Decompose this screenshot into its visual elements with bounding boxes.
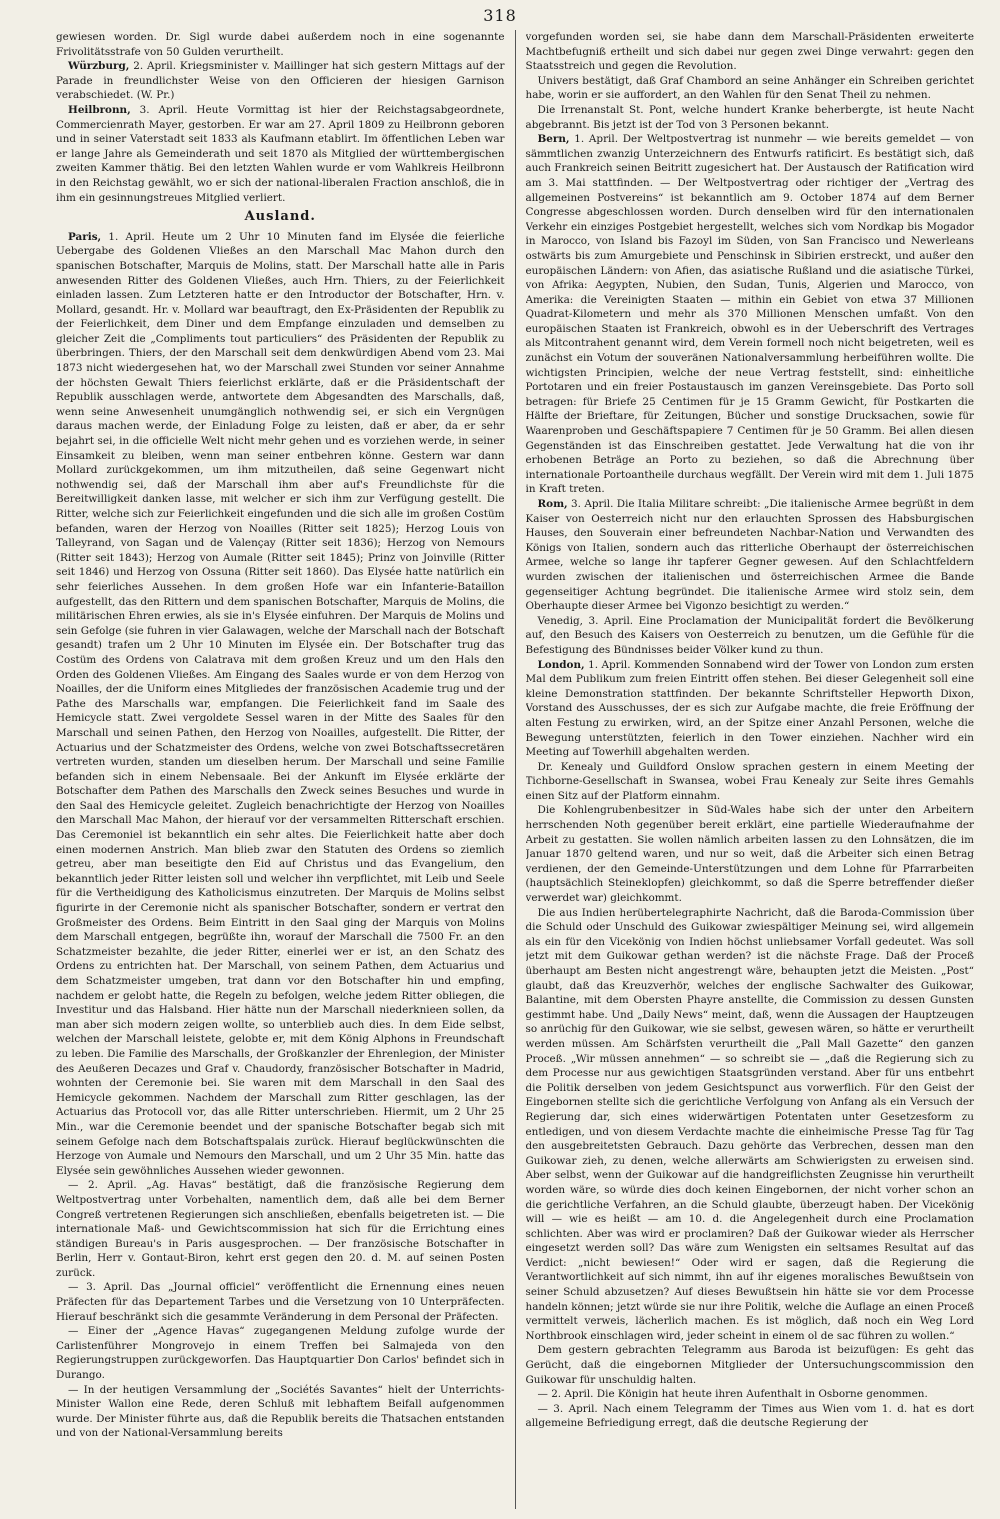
article-paragraph [526, 760, 975, 804]
article-text: 3. April. Die Italia Militare schreibt: „Die italienische Armee begrüßt in dem Kaiser von Oesterreich nicht nur den erlauchten Sprossen des Habsburgischen Hauses, den Souverain einer befreundeten Nachbar-Nation und Verwandten des Königs von Italien, sondern auch das ritterliche Oberhaupt der österreichischen Armee, welche so lange ihr tapferer Gegner gewesen. Auf den Schlachtfeldern wurden zwischen der italienischen und österreichischen Armee die Bande gegenseitiger Achtung begründet. Die italienische Armee wird stolz sein, dem Oberhaupte dieser Armee bei Vigonzo besichtigt zu werden.“ [525, 498, 974, 613]
article-paragraph [526, 906, 975, 1344]
article-paragraph [56, 1178, 505, 1280]
article-text: Die Kohlengrubenbesitzer in Süd-Wales habe sich der unter den Arbeitern herrschenden Noth gegenüber bereit erklärt, eine partielle Wiederaufnahme der Arbeit zu gestatten. Sie wollen nämlich arbeiten lassen zu den Lohnsätzen, die im Januar 1870 geltend waren, und nur so weit, daß die Arbeiter sich einen Betrag verdienen, der den Gemeinde-Unterstützungen und dem Lohne für Pfarrarbeiten (hauptsächlich Steineklopfen) gleichkommt, so daß die Sperre betreffender dießer verwerdet war) gleichkommt. [525, 804, 974, 905]
article-text: gewiesen worden. Dr. Sigl wurde dabei außerdem noch in eine sogenannte Frivolitätsstrafe von 50 Gulden verurtheilt. [56, 31, 505, 58]
article-text: 1. April. Kommenden Sonnabend wird der Tower von London zum ersten Mal dem Publikum zum freien Eintritt offen stehen. Bei dieser Gelegenheit soll eine kleine Demonstration stattfinden. Der bekannte Schriftsteller Hepworth Dixon, Vorstand des Ausschusses, der es sich zur Aufgabe machte, die freie Eröffnung der alten Festung zu erwirken, wird, an der Spitze einer Anzahl Personen, welche die Bewegung unterstützten, feierlich in den Tower einziehen. Nachher wird ein Meeting auf Towerhill abgehalten werden. [525, 658, 974, 759]
article-paragraph [56, 30, 505, 59]
article-text: Die Irrenanstalt St. Pont, welche hundert Kranke beherbergte, ist heute Nacht abgebrannt. Bis jetzt ist der Tod von 3 Personen bekannt. [525, 103, 974, 131]
article-text: — 2. April. „Ag. Havas“ bestätigt, daß die französische Regierung dem Weltpostvertrag unter Vorbehalten, namentlich dem, daß alle bei dem Berner Congreß vertretenen Regierungen sich anschließen, ebenfalls beigetreten ist. — Die internationale Maß- und Gewichtscommission hat sich für die Errichtung eines ständigen Bureau's in Paris ausgesprochen. — Der französische Botschafter in Berlin, Herr v. Gontaut-Biron, kehrt erst gegen den 20. d. M. auf seinen Posten zurück. [56, 1179, 505, 1279]
dateline-place: Heilbronn, [68, 103, 131, 116]
dateline-place: London, [537, 658, 585, 671]
article-paragraph [526, 74, 975, 103]
article-text: Dem gestern gebrachten Telegramm aus Baroda ist beizufügen: Es geht das Gerücht, daß die eingebornen Mitglieder der Untersuchungscommission den Guikowar für unschuldig halten. [525, 1344, 974, 1386]
right-column [526, 30, 975, 1509]
article-paragraph [526, 1343, 975, 1387]
article-text: Dr. Kenealy und Guildford Onslow sprachen gestern in einem Meeting der Tichborne-Gesellschaft in Swansea, wobei Frau Kenealy zur Seite ihres Gemahls einen Sitz auf der Platform einnahm. [525, 760, 974, 802]
article-text: Die aus Indien herübertelegraphirte Nachricht, daß die Baroda-Commission über die Schuld oder Unschuld des Guikowar zwiespältiger Meinung sei, wird allgemein als ein für den Vicekönig von Indien höchst unliebsamer Vorfall gedeutet. Was soll jetzt mit dem Guikowar gethan werden? ist die nächste Frage. Daß der Proceß überhaupt am Besten nicht angestrengt wäre, behaupten jetzt die Meisten. „Post“ glaubt, daß das Kreuzverhör, welches der englische Sachwalter des Guikowar, Balantine, mit dem Obersten Phayre anstellte, die Commission zu dessen Gunsten gestimmt habe. Und „Daily News“ meint, daß, wenn die Aussagen der Hauptzeugen so anrüchig für den Guikowar, wie sie selbst, gewesen wären, so hätte er verurtheilt werden müssen. Am Schärfsten verurtheilt die „Pall Mall Gazette“ den ganzen Proceß. „Wir müssen annehmen“ — so schreibt sie — „daß die Regierung sich zu dem Processe nur aus gewichtigen Staatsgründen verstand. Aber für uns entbehrt die Politik derselben von jedem Gesichtspunct aus vorwerflich. Für den Geist der Eingebornen stellte sich die gerichtliche Verfolgung von Anfang als ein Versuch der Regierung dar, sich eines widerwärtigen Potentaten unter Gesetzesform zu entledigen, und von diesem Verdachte machte die einheimische Presse Tag für Tag den ausgebreitetsten Gebrauch. Dazu gehörte das Verbrechen, dessen man den Guikowar zieh, zu denen, welche allerwärts am Schwierigsten zu erweisen sind. Aber selbst, wenn der Guikowar auf die handgreiflichsten Zeugnisse hin verurtheilt worden wäre, so würde dies doch keinen Eingebornen, der nicht vorher schon an die gerichtliche Verfahren, an die Schuld glaubte, überzeugt haben. Der Vicekönig will — wie es heißt — am 10. d. die Angelegenheit durch eine Proclamation schlichten. Aber was wird er proclamiren? Daß der Guikowar wieder als Herrscher eingesetzt werden soll? Das wäre zum Wenigsten ein seltsames Resultat auf das Verdict: „nicht bewiesen!“ Oder wird er sagen, daß die Regierung die Verantwortlichkeit auf sich nimmt, ihn auf ihr eigenes moralisches Bewußtsein von seiner Schuld abzusetzen? Auf dieses Bewußtsein hin hätte sie vor dem Processe handeln können; jetzt würde sie nur ihre Politik, welche die Auflage an einen Proceß vermittelt verweis, lächerlich machen. Es ist möglich, daß noch ein Weg Lord Northbrook einschlagen wird, jeder scheint in einem ol de sac führen zu wollen.“ [525, 906, 974, 1342]
section-heading: Ausland. [244, 209, 316, 225]
article-paragraph [526, 803, 975, 905]
article-text: — 2. April. Die Königin hat heute ihren Aufenthalt in Osborne genommen. [537, 1388, 928, 1401]
dateline-place: Paris, [68, 230, 102, 243]
article-text: — Einer der „Agence Havas“ zugegangenen Meldung zufolge wurde der Carlistenführer Mongrovejo in einem Treffen bei Salmajeda von den Regierungstruppen zurückgeworfen. Das Hauptquartier Don Carlos' befindet sich in Durango. [56, 1325, 505, 1382]
article-paragraph [526, 1387, 975, 1402]
page-number: 318 [483, 6, 517, 25]
article-text: 1. April. Heute um 2 Uhr 10 Minuten fand im Elysée die feierliche Uebergabe des Goldenen Vließes an den Marschall Mac Mahon durch den spanischen Botschafter, Marquis de Molins, statt. Der Marschall hatte alle in Paris anwesenden Ritter des Goldenen Vließes, auch Hrn. Thiers, zu der Feierlichkeit einladen lassen. Zum Letzteren hatte er den Introductor der Botschafter, Hrn. v. Mollard, gesandt. Hr. v. Mollard war beauftragt, den Ex-Präsidenten der Republik zu der Feierlichkeit, dem Diner und dem Empfange einzuladen und demselben zu gleicher Zeit die „Compliments tout particuliers“ des Präsidenten der Republik zu überbringen. Thiers, der den Marschall seit dem denkwürdigen Abend vom 23. Mai 1873 nicht wiedergesehen hat, wo der Marschall zwei Stunden vor seiner Annahme der höchsten Gewalt Thiers feierlichst erklärte, daß er die Präsidentschaft der Republik ausschlagen werde, antwortete dem Abgesandten des Marschalls, daß, wenn seine Anwesenheit unumgänglich nothwendig sei, er sich ein Vergnügen daraus machen werde, der Einladung Folge zu leisten, daß er aber, da er sehr bejahrt sei, in die officielle Welt nicht mehr gehen und es vorziehen werde, in seiner Einsamkeit zu bleiben, wenn man seiner entbehren könne. Gestern war dann Mollard zurückgekommen, um ihm mitzutheilen, daß seine Gegenwart nicht nothwendig sei, daß der Marschall ihm aber auf's Freundlichste für die Bereitwilligkeit danken lasse, mit welcher er sich ihm zur Verfügung gestellt. Die Ritter, welche sich zur Feierlichkeit eingefunden und die sich alle im großen Costüm befanden, waren der Herzog von Noailles (Ritter seit 1825); Herzog Louis von Talleyrand, von Sagan und de Valençay (Ritter seit 1836); Herzog von Nemours (Ritter seit 1843); Herzog von Aumale (Ritter seit 1845); Prinz von Joinville (Ritter seit 1846) und Herzog von Ossuna (Ritter seit 1860). Das Elysée hatte natürlich ein sehr feierliches Aussehen. In dem großen Hofe war ein Infanterie-Bataillon aufgestellt, das den Rittern und dem spanischen Botschafter, Marquis de Molins, die militärischen Ehren erwies, als sie in's Elysée einfuhren. Der Marquis de Molins und sein Gefolge (sie fuhren in vier Galawagen, welche der Marschall nach der Botschaft gesandt) trafen um 2 Uhr 10 Minuten im Elysée ein. Der Botschafter trug das Costüm des Ordens von Calatrava mit dem großen Kreuz und um den Hals den Orden des Goldenen Vließes. Am Eingang des Saales wurde er von dem Herzog von Noailles, der die Uniform eines Mitgliedes der französischen Academie trug und der Pathe des Marschalls war, empfangen. Die Feierlichkeit fand im Saale des Hemicycle statt. Zwei vergoldete Sessel waren in der Mitte des Saales für den Marschall und seinen Pathen, den Herzog von Noailles, aufgestellt. Die Ritter, der Actuarius und der Schatzmeister des Ordens, welche von zwei Botschaftssecretären vertreten wurden, standen um dieselben herum. Der Marschall und seine Familie befanden sich in einem Nebensaale. Bei der Ankunft im Elysée erklärte der Botschafter dem Pathen des Marschalls den Zweck seines Besuches und wurde in den Saal des Hemicycle geleitet. Zugleich benachrichtigte der Herzog von Noailles den Marschall Mac Mahon, der hierauf vor der versammelten Ritterschaft erschien. Das Ceremoniel ist bekanntlich ein sehr altes. Die Feierlichkeit hatte aber doch einen modernen Anstrich. Man blieb zwar den Statuten des Ordens so ziemlich getreu, aber man beseitigte den Eid auf Christus und das Evangelium, den bekanntlich jeder Ritter leisten soll und welcher ihn verpflichtet, mit Leib und Seele für die Vertheidigung des Katholicismus einzutreten. Der Marquis de Molins selbst figurirte in der Ceremonie nicht als spanischer Botschafter, sondern er vertrat den Großmeister des Ordens. Beim Eintritt in den Saal ging der Marquis von Molins dem Marschall entgegen, begrüßte ihn, worauf der Marschall die 7500 Fr. an den Schatzmeister bezahlte, die jeder Ritter, einerlei wer er ist, an den Schatz des Ordens zu entrichten hat. Der Marschall, von seinem Pathen, dem Actuarius und dem Schatzmeister umgeben, trat dann vor den Botschafter hin und empfing, nachdem er gelobt hatte, die Regeln zu befolgen, welche jedem Ritter obliegen, die Investitur und das Halsband. Hier hätte nun der Marschall niederknieen sollen, da man aber sich modern zeigen wollte, so unterblieb auch dies. In dem Eide selbst, welchen der Marschall leistete, gelobte er, mit dem König Alphons in Freundschaft zu leben. Die Familie des Marschalls, der Großkanzler der Ehrenlegion, der Minister des Aeußeren Decazes und Graf v. Chaudordy, französischer Botschafter in Madrid, wohnten der Ceremonie bei. Sie waren mit dem Marschall in den Saal des Hemicycle gekommen. Nachdem der Marschall zum Ritter geschlagen, las der Actuarius das Protocoll vor, das alle Ritter unterschrieben. Hiermit, um 2 Uhr 25 Min., war die Ceremonie beendet und der spanische Botschafter begab sich mit seinem Gefolge nach dem Botschaftspalais zurück. Hierauf beglückwünschten die Herzoge von Aumale und Nemours den Marschall, und um 2 Uhr 35 Min. hatte das Elysée sein gewöhnliches Aussehen wieder gewonnen. [56, 230, 505, 1177]
article-paragraph [526, 614, 975, 658]
columns [56, 30, 974, 1509]
dateline-place: Würzburg, [68, 60, 130, 73]
article-text: — 3. April. Das „Journal officiel“ veröffentlicht die Ernennung eines neuen Präfecten für das Departement Tarbes und die Versetzung von 10 Unterpräfecten. Hierauf beschränkt sich die gesammte Veränderung in dem Personal der Präfecten. [56, 1281, 505, 1323]
article-text: — 3. April. Nach einem Telegramm der Times aus Wien vom 1. d. hat es dort allgemeine Befriedigung erregt, daß die deutsche Regierung der [525, 1402, 974, 1430]
article-text: Venedig, 3. April. Eine Proclamation der Municipalität fordert die Bevölkerung auf, den Besuch des Kaisers von Oesterreich zu benutzen, um die Gefühle für die Befestigung des Bündnisses beider Völker kund zu thun. [525, 614, 974, 656]
article-text: vorgefunden worden sei, sie habe dann dem Marschall-Präsidenten erweiterte Machtbefugniß ertheilt und sich dabei nur gegen zwei Dinge verwahrt: gegen den Staatsstreich und gegen die Revolution. [525, 31, 974, 73]
article-paragraph [526, 497, 975, 614]
article-paragraph [526, 658, 975, 760]
column-divider [515, 30, 516, 1509]
article-paragraph [56, 1383, 505, 1441]
article-paragraph [526, 1402, 975, 1431]
article-text: 3. April. Heute Vormittag ist hier der Reichstagsabgeordnete, Commercienrath Mayer, gestorben. Er war am 27. April 1809 zu Heilbronn geboren und in seiner Vaterstadt seit 1833 als Kaufmann etablirt. Im öffentlichen Leben war er lange Jahre als Gemeinderath und seit 1870 als Mitglied der württembergischen zweiten Kammer thätig. Bei den letzten Wahlen wurde er vom Wahlkreis Heilbronn in den Reichstag gewählt, wo er sich der national-liberalen Fraction anschloß, die in ihm ein gesinnungstreues Mitglied verliert. [56, 103, 505, 204]
dateline-place: Bern, [537, 133, 570, 146]
article-paragraph [526, 30, 975, 74]
article-paragraph [56, 1280, 505, 1324]
article-paragraph [56, 230, 505, 1179]
article-paragraph [56, 103, 505, 205]
article-paragraph [526, 132, 975, 497]
article-paragraph [526, 103, 975, 132]
left-column [56, 30, 505, 1509]
article-text: 1. April. Der Weltpostvertrag ist nunmehr — wie bereits gemeldet — von sämmtlichen zwanzig Unterzeichnern des Entwurfs ratificirt. Es bestätigt sich, daß auch Frankreich seinen Beitritt zugesichert hat. Der Austausch der Ratification wird am 3. Mai stattfinden. — Der Weltpostvertrag oder richtiger der „Vertrag des allgemeinen Postvereins“ ist bekanntlich am 9. October 1874 auf dem Berner Congresse abgeschlossen worden. Durch denselben wird für den internationalen Verkehr ein einziges Postgebiet hergestellt, welches sich vom Nordkap bis Mogador in Marocco, von Island bis Fazoyl im Süden, von San Francisco und Newerleans ostwärts bis zum Amurgebiete und Penschinsk in Sibirien erstreckt, und außer den europäischen Ländern: von Afien, das asiatische Rußland und die asiatische Türkei, von Afrika: Aegypten, Nubien, den Sudan, Tunis, Algerien und Marocco, von Amerika: die Vereinigten Staaten — mithin ein Gebiet von etwa 37 Millionen Quadrat-Kilometern und mehr als 370 Millionen Menschen umfaßt. Von den europäischen Staaten ist Frankreich, obwohl es in der Ueberschrift des Vertrages als Mitcontrahent genannt wird, dem Verein formell noch nicht beigetreten, weil es zunächst ein Votum der souveränen Nationalversammlung herbeiführen wollte. Die wichtigsten Principien, welche der neue Vertrag feststellt, sind: einheitliche Portotaren und ein freier Postaustausch im ganzen Vereinsgebiete. Das Porto soll betragen: für Briefe 25 Centimen für je 15 Gramm Gewicht, für Postkarten die Hälfte der Brieftare, für Zeitungen, Bücher und sonstige Drucksachen, sowie für Waarenproben und Geschäftspapiere 7 Centimen für je 50 Gramm. Bei allen diesen Gegenständen ist das Einschreiben gestattet. Jede Verwaltung hat die von ihr erhobenen Beträge an Porto zu beziehen, so daß die Abrechnung über internationale Portoantheile durchaus wegfällt. Der Verein wird mit dem 1. Juli 1875 in Kraft treten. [525, 133, 974, 496]
article-paragraph [56, 1324, 505, 1382]
article-text: — In der heutigen Versammlung der „Sociétés Savantes“ hielt der Unterrichts-Minister Wallon eine Rede, deren Schluß mit lebhaftem Beifall aufgenommen wurde. Der Minister führte aus, daß die Republik bereits die Thatsachen entstanden und von der National-Versammlung bereits [56, 1383, 505, 1440]
article-text: 2. April. Kriegsminister v. Maillinger hat sich gestern Mittags auf der Parade in freundlichster Weise von den Officieren der hiesigen Garnison verabschiedet. (W. Pr.) [56, 60, 505, 102]
article-paragraph [56, 59, 505, 103]
article-text: Univers bestätigt, daß Graf Chambord an seine Anhänger ein Schreiben gerichtet habe, worin er sie auffordert, an den Wahlen für den Senat Theil zu nehmen. [525, 74, 974, 102]
dateline-place: Rom, [537, 498, 568, 510]
